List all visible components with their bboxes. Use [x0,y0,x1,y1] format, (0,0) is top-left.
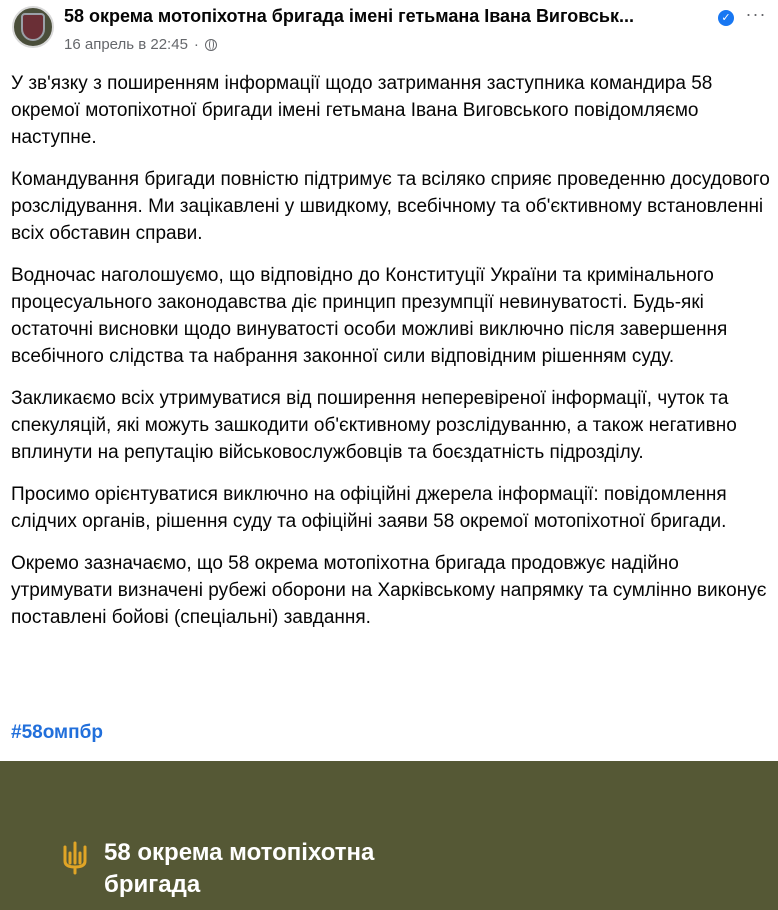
post-paragraph: Закликаємо всіх утримуватися від поширення неперевіреної інформації, чуток та спекуляцій, які можуть зашкодити об'єктивному розслідуванню, а також негативно вплинути на репутацію військовослужбовців та боєздатність підрозділу. [11,388,737,463]
banner-text [104,837,504,901]
post-meta [64,36,217,53]
post-paragraph: У зв'язку з поширенням інформації щодо затримання заступника командира 58 окремої мотопіхотної бригади імені гетьмана Івана Виговського повідомляємо наступне. [11,73,713,148]
post-image-banner[interactable] [0,761,778,910]
post-paragraph: Окремо зазначаємо, що 58 окрема мотопіхотна бригада продовжує надійно утримувати визначені рубежі оборони на Харківському напрямку та сумлінно виконує поставлені бойові (спеціальні) завдання. [11,553,767,628]
banner-line-1: 58 окрема мотопіхотна [104,839,375,866]
page-avatar[interactable] [12,6,54,48]
post-header [0,0,778,60]
post-body [11,70,771,646]
banner-line-2: бригада [104,871,201,898]
post-paragraph: Командування бригади повністю підтримує та всіляко сприяє проведенню досудового розслідування. Ми зацікавлені у швидкому, всебічному та об'єктивному встановленні всіх обставин справи. [11,169,770,244]
globe-icon [205,39,217,51]
verified-badge-icon: ✓ [718,10,734,26]
brigade-emblem-icon [21,13,45,41]
post-paragraph: Просимо орієнтуватися виключно на офіційні джерела інформації: повідомлення слідчих органів, рішення суду та офіційні заяви 58 окремої мотопіхотної бригади. [11,484,727,532]
post-timestamp[interactable]: 16 апрель в 22:45 [64,36,188,53]
meta-separator: · [193,36,199,53]
trident-icon [62,841,88,875]
hashtag-link[interactable]: #58омпбр [11,722,103,743]
more-options-button[interactable]: ··· [745,4,767,24]
page-name-link[interactable]: 58 окрема мотопіхотна бригада імені гетьмана Івана Виговськ... [64,6,634,26]
post-paragraph: Водночас наголошуємо, що відповідно до Конституції України та кримінального процесуального законодавства діє принцип презумпції невинуватості. Будь-які остаточні висновки щодо винуватості особи можливі виключно після завершення всебічного слідства та набрання законної сили відповідним рішенням суду. [11,265,728,367]
